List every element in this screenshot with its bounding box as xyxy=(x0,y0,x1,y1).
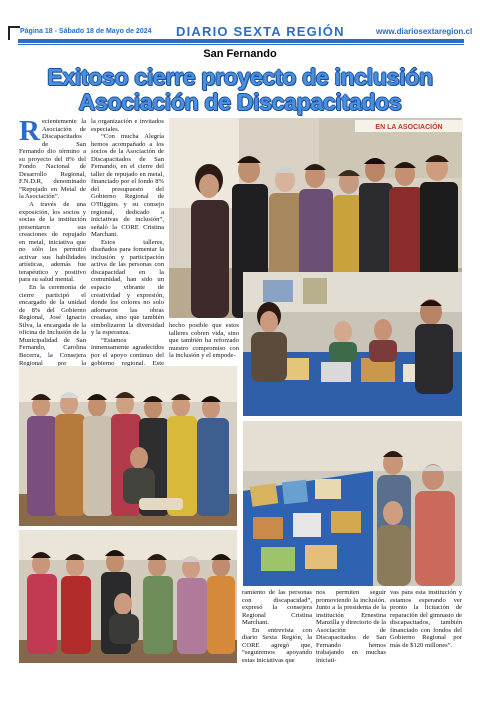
bcol1-paragraph-1: ramiento de las personas con discapacidad”, expresó la consejera Regional Cristina Marchant. xyxy=(242,589,312,627)
photo-artwork-display xyxy=(243,421,462,586)
col1-paragraph-1: ecientemente la Asociación de Discapacitados de San Fernando dio término a su proyecto del 8% del Fondo Nacional de Desarrollo Regional, F.N.D.R, denominado “Repujado en Metal de la Asociación”. xyxy=(19,118,86,201)
article-column-6 xyxy=(390,589,462,665)
photo-banner-text: EN LA ASOCIACIÓN xyxy=(375,124,443,131)
article-column-4 xyxy=(242,589,312,665)
article-column-1 xyxy=(19,115,86,367)
headline-line-2: Asociación de Discapacitados xyxy=(78,89,402,115)
photo-exhibition-table xyxy=(243,272,462,416)
col1-paragraph-2: A través de una exposición, los socios y socias de la institución presentaron sus creaciones de repujado en metal, iniciativa que no sólo les permitió activar sus habilidades artísticas, además fue terapéutico y positivo para su salud mental. xyxy=(19,201,86,284)
photo-group-seated xyxy=(19,530,237,663)
bcol1-paragraph-2: En entrevista con diario Sexta Región, la CORE agregó que, “seguiremos apoyando estas iniciativas que xyxy=(242,626,312,664)
col2-paragraph-4: “Estamos inmensamente agradecidos por el apoyo continuo del gobierno regional. Este xyxy=(91,336,164,367)
drop-cap: R xyxy=(19,115,40,147)
col2b-paragraph-1: hecho posible que estos talleres cobren vida, sino que también ha reforzado nuestro compromiso con la inclusión y el empode- xyxy=(169,322,239,360)
newspaper-name: DIARIO SEXTA REGIÓN xyxy=(176,24,345,39)
col2-paragraph-3: Estos talleres, diseñados para fomentar la inclusión y participación activa de las personas con discapacidad en la comunidad, han sido un espacio vibrante de creatividad y expresión, donde los colores no solo adornaron las obras creadas, sino que también simbolizaron la diversidad y la esperanza. xyxy=(91,238,164,337)
article-column-2 xyxy=(91,118,164,367)
bcol3-paragraph-1: vas para esta institución y estamos esperando ver pronto la licitación de reparación del gimnasio de discapacitados, también financiado con fondos del Gobierno Regional por más de $120 millones”. xyxy=(390,589,462,649)
page-label: Página 18 - Sábado 18 de Mayo de 2024 xyxy=(20,28,152,35)
article-kicker: San Fernando xyxy=(203,48,277,60)
col2-paragraph-1: la organización e invitados especiales. xyxy=(91,118,164,133)
col2-paragraph-2: “Con mucha Alegría hemos acompañado a los socios de la Asociación de Discapacitados de San Fernando, en el cierre del taller de repujado en metal, financiado por el fondo 8% del presupuesto del Gobierno Regional de O'Higgins y su consejo regional, dedicado a iniciativas de inclusión”, señaló la CORE Cristina Marchant. xyxy=(91,133,164,239)
header-rule-thin xyxy=(18,44,464,45)
article-column-3 xyxy=(169,322,239,366)
corner-mark xyxy=(8,26,20,40)
photo-members-group xyxy=(19,366,237,526)
bcol2-paragraph-1: nos permiten seguir promoviendo la inclusión. Junto a la presidenta de la institución Ernestina Manzilla y directorio de la Asociación de Discapacitados de San Fernando hemos trabajando en muchas iniciati- xyxy=(316,589,386,664)
col1-paragraph-3: En la ceremonia de cierre participó el encargado de la unidad de 8% del Gobierno Regional, José Ignacio Silva, la encargada de la oficina de Inclusión de la Municipalidad de San Fernando, Carolina Becerra, la Consejera Regional por la xyxy=(19,284,86,367)
website-link[interactable]: www.diariosextaregion.cl xyxy=(376,27,473,36)
headline-line-1: Exitoso cierre proyecto de inclusión xyxy=(47,64,433,90)
article-column-5 xyxy=(316,589,386,665)
header-rule xyxy=(18,39,464,43)
